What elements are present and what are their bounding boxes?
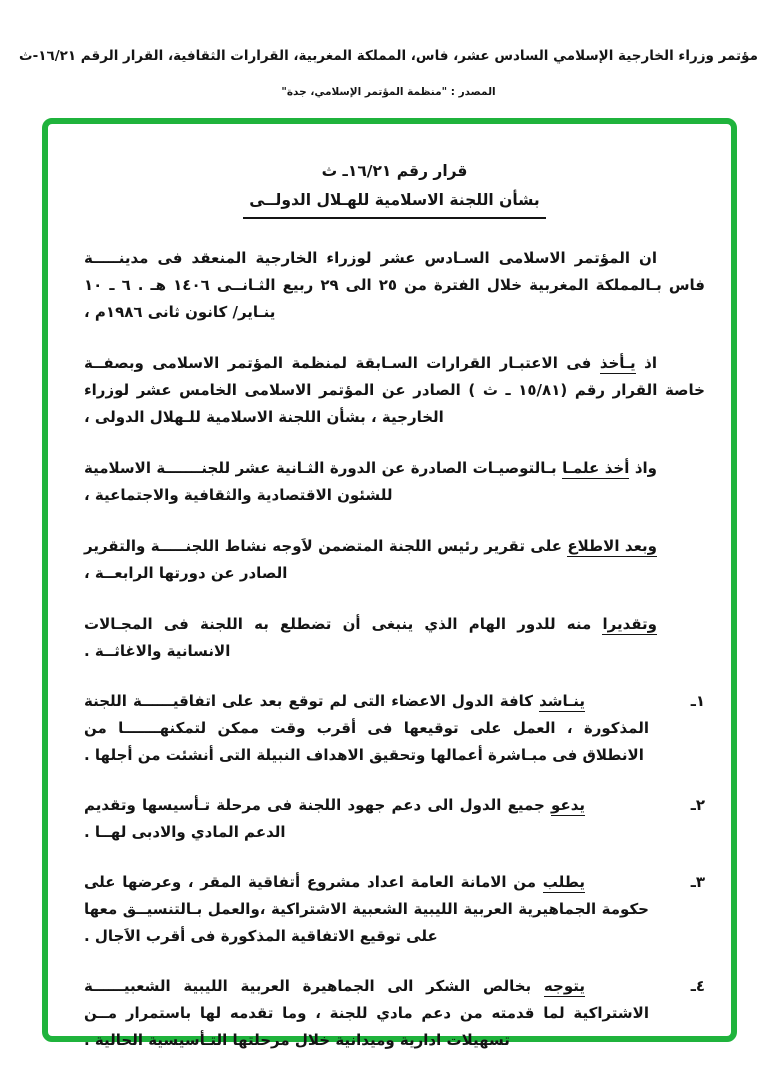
- resolution-body: [48, 124, 731, 1054]
- item-number: ١ـ: [690, 692, 705, 710]
- paragraph-keyword: وبعد الاطلاع: [567, 537, 657, 555]
- paragraph-text: منه للدور الهام الذي ينبغى أن تضطلع به اللجنة فى المجـالات الانسانية والاغاثــة .: [84, 615, 603, 660]
- preamble-paragraph-4: [84, 533, 705, 587]
- green-border-box: [42, 118, 737, 1049]
- item-text: [84, 792, 649, 846]
- operative-item-1: [84, 688, 705, 769]
- item-keyword: يطلب: [542, 873, 585, 891]
- operative-item-3: [84, 869, 705, 950]
- item-keyword: يدعو: [551, 796, 585, 814]
- resolution-subject-title: [84, 187, 705, 219]
- item-text: [84, 973, 649, 1054]
- resolution-subject-underlined: بشأن اللجنة الاسلامية للهـلال الدولــى: [243, 187, 546, 219]
- operative-item-2: [84, 792, 705, 846]
- item-keyword: يتوجه: [543, 977, 585, 995]
- item-number: ٣ـ: [690, 873, 705, 891]
- item-keyword: ينـاشد: [539, 692, 585, 710]
- item-number: ٢ـ: [690, 796, 705, 814]
- preamble-paragraph-2: [84, 350, 705, 431]
- paragraph-text: ان المؤتمر الاسلامى السـادس عشر لوزراء الخارجية المنعقد فى مدينـــــة فاس بـالمملكة المغربية خلال الفترة من ٢٥ الى ٢٩ ربيع الثـانــى ١٤٠٦ هـ . ٦ ـ ١٠ ينـاير/ كانون ثانى ١٩٨٦م ،: [84, 249, 705, 321]
- item-text: [84, 688, 649, 769]
- paragraph-keyword: وتقديرا: [602, 615, 657, 633]
- paragraph-keyword: يـأخذ: [599, 354, 636, 372]
- paragraph-prefix: اذ: [635, 354, 657, 372]
- paragraph-text: فى الاعتبـار القرارات السـابقة لمنظمة المؤتمر الاسلامى وبصفــة خاصة القرار رقم (١٥/٨١ ـ ث ) الصادر عن المؤتمر الاسلامى الخامس عشر لوزراء الخارجية ، بشأن اللجنة الاسلامية للـهلال الدولى ،: [84, 354, 705, 426]
- document-header-citation: مؤتمر وزراء الخارجية الإسلامي السادس عشر، فاس، المملكة المغربية، القرارات الثقافية، القرار الرقم ١٦/٢١-ث: [19, 48, 758, 64]
- operative-item-4: [84, 973, 705, 1054]
- item-text: [84, 869, 649, 950]
- paragraph-text: بـالتوصيـات الصادرة عن الدورة الثـانية عشر للجنـــــــة الاسلامية للشئون الاقتصادية والثقافية والاجتماعية ،: [84, 459, 563, 504]
- preamble-paragraph-3: [84, 455, 705, 509]
- document-source-line: المصدر : "منظمة المؤتمر الإسلامي، جدة": [281, 86, 496, 98]
- item-number: ٤ـ: [690, 977, 705, 995]
- paragraph-prefix: واذ: [629, 459, 658, 477]
- item-body: كافة الدول الاعضاء التى لم توقع بعد على اتفاقيــــــة اللجنة المذكورة ، العمل على توقيعها فى أقرب وقت ممكن لتمكنهـــــــا من الانطلاق فى مبـاشرة أعمالها وتحقيق الاهداف النبيلة التى أنشئت من أجلها .: [84, 692, 649, 764]
- paragraph-keyword: أخذ علمـا: [562, 459, 630, 477]
- item-body: من الامانة العامة اعداد مشروع أتفاقية المقر ، وعرضها على حكومة الجماهيرية العربية الليبية الشعبية الاشتراكية ،والعمل بـالتنسيــق معها على توقيع الاتفاقية المذكورة فى أقرب الاَجال .: [84, 873, 649, 945]
- resolution-number-title: قرار رقم ١٦/٢١ـ ث: [321, 162, 468, 180]
- preamble-paragraph-1: [84, 245, 705, 326]
- item-body: بخالص الشكر الى الجماهيرة العربية الليبية الشعبيــــــة الاشتراكية لما قدمته من دعم مادي للجنة ، وما تقدمه لها باستمرار مــن تسهيلات ادارية وميدانية خلال مرحلتها التـأسيسية الحالية .: [84, 977, 649, 1049]
- resolution-title-block: [84, 158, 705, 219]
- item-body: جميع الدول الى دعم جهود اللجنة فى مرحلة تـأسيسها وتقديم الدعم المادي والادبى لهــا .: [84, 796, 552, 841]
- paragraph-text: على تقرير رئيس اللجنة المتضمن لاَوجه نشاط اللجنـــــة والتقرير الصادر عن دورتها الرابعــة ،: [84, 537, 568, 582]
- preamble-paragraph-5: [84, 611, 705, 665]
